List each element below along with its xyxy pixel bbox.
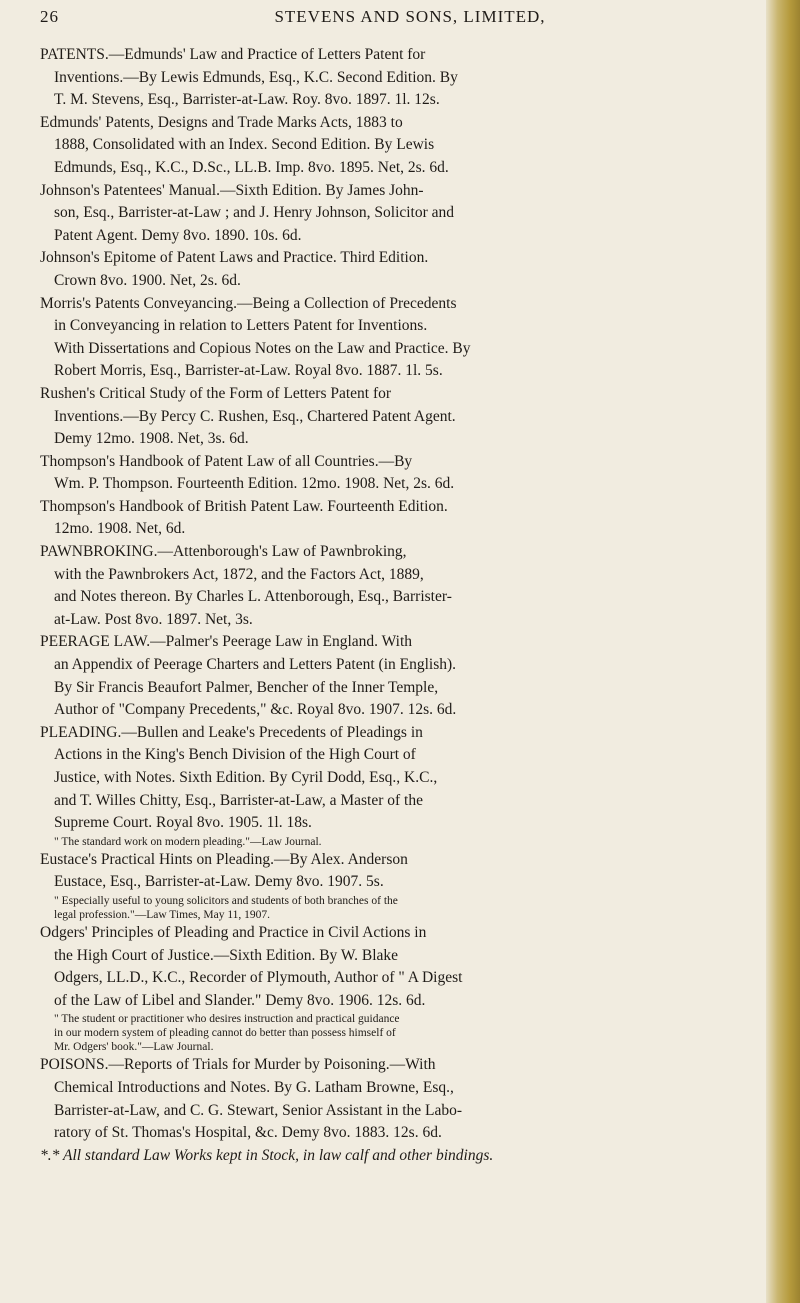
running-header	[40, 7, 740, 27]
catalogue-entry	[40, 496, 760, 541]
catalogue-entry	[40, 112, 760, 180]
catalogue-entry	[40, 849, 760, 922]
entry-line: of the Law of Libel and Slander." Demy 8vo. 1906. 12s. 6d.	[54, 991, 426, 1009]
entry-heading-line: Edmunds' Patents, Designs and Trade Marks Acts, 1883 to	[40, 113, 403, 131]
catalogue-entry	[40, 631, 760, 721]
entry-line: Crown 8vo. 1900. Net, 2s. 6d.	[54, 271, 241, 289]
entry-line: and T. Willes Chitty, Esq., Barrister-at-Law, a Master of the	[54, 791, 423, 809]
catalogue-entry	[40, 44, 760, 112]
catalogue-entry	[40, 1054, 760, 1144]
entry-heading-line: Thompson's Handbook of Patent Law of all Countries.—By	[40, 452, 413, 470]
entry-heading-line: POISONS.—Reports of Trials for Murder by Poisoning.—With	[40, 1056, 436, 1074]
entry-heading-line: PAWNBROKING.—Attenborough's Law of Pawnbroking,	[40, 543, 407, 561]
entry-heading-line: Johnson's Epitome of Patent Laws and Practice. Third Edition.	[40, 249, 429, 267]
entry-line: Odgers, LL.D., K.C., Recorder of Plymouth, Author of " A Digest	[54, 969, 463, 987]
entry-line: and Notes thereon. By Charles L. Attenborough, Esq., Barrister-	[54, 588, 452, 606]
page-number: 26	[40, 7, 59, 26]
review-quote: " Especially useful to young solicitors and students of both branches of the	[54, 894, 398, 907]
review-quote: Mr. Odgers' book."—Law Journal.	[54, 1041, 214, 1054]
entry-heading-line: PATENTS.—Edmunds' Law and Practice of Letters Patent for	[40, 46, 426, 63]
catalogue-entry	[40, 451, 760, 496]
entry-line: Barrister-at-Law, and C. G. Stewart, Senior Assistant in the Labo-	[54, 1101, 463, 1119]
entry-line: Patent Agent. Demy 8vo. 1890. 10s. 6d.	[54, 226, 302, 244]
entry-line: T. M. Stevens, Esq., Barrister-at-Law. Roy. 8vo. 1897. 1l. 12s.	[54, 91, 440, 109]
entry-line: Robert Morris, Esq., Barrister-at-Law. Royal 8vo. 1887. 1l. 5s.	[54, 362, 443, 380]
review-quote: in our modern system of pleading cannot do better than possess himself of	[54, 1027, 396, 1040]
review-quote: legal profession."—Law Times, May 11, 1907.	[54, 908, 271, 921]
entry-line: Chemical Introductions and Notes. By G. Latham Browne, Esq.,	[54, 1078, 454, 1096]
entry-line: Inventions.—By Percy C. Rushen, Esq., Chartered Patent Agent.	[54, 407, 456, 425]
catalogue-entry	[40, 293, 760, 383]
entry-line: at-Law. Post 8vo. 1897. Net, 3s.	[54, 610, 253, 628]
entry-line: Wm. P. Thompson. Fourteenth Edition. 12mo. 1908. Net, 2s. 6d.	[54, 475, 455, 493]
running-title: STEVENS AND SONS, LIMITED,	[274, 7, 546, 26]
entry-heading-line: PLEADING.—Bullen and Leake's Precedents of Pleadings in	[40, 723, 423, 741]
entry-heading-line: Johnson's Patentees' Manual.—Sixth Edition. By James John-	[40, 181, 424, 199]
entry-heading-line: PEERAGE LAW.—Palmer's Peerage Law in England. With	[40, 633, 412, 651]
entry-line: ratory of St. Thomas's Hospital, &c. Demy 8vo. 1883. 12s. 6d.	[54, 1124, 442, 1142]
entry-line: with the Pawnbrokers Act, 1872, and the Factors Act, 1889,	[54, 565, 424, 583]
review-quote: " The standard work on modern pleading."—Law Journal.	[54, 835, 322, 848]
entry-line: in Conveyancing in relation to Letters Patent for Inventions.	[54, 317, 428, 335]
catalogue-entry	[40, 541, 760, 631]
entry-line: 12mo. 1908. Net, 6d.	[54, 520, 186, 538]
entry-line: Eustace, Esq., Barrister-at-Law. Demy 8vo. 1907. 5s.	[54, 873, 384, 891]
stock-note: *.* All standard Law Works kept in Stock, in law calf and other bindings.	[40, 1146, 494, 1164]
entry-heading-line: Eustace's Practical Hints on Pleading.—By Alex. Anderson	[40, 850, 408, 868]
entry-heading-line: Thompson's Handbook of British Patent Law. Fourteenth Edition.	[40, 497, 448, 515]
entry-heading-line: Rushen's Critical Study of the Form of Letters Patent for	[40, 384, 392, 402]
page-edge	[766, 0, 800, 1303]
catalogue-entry	[40, 247, 760, 292]
entry-line: an Appendix of Peerage Charters and Letters Patent (in English).	[54, 656, 457, 674]
entry-line: Supreme Court. Royal 8vo. 1905. 1l. 18s.	[54, 814, 312, 832]
entry-line: Inventions.—By Lewis Edmunds, Esq., K.C. Second Edition. By	[54, 68, 458, 86]
entry-line: son, Esq., Barrister-at-Law ; and J. Henry Johnson, Solicitor and	[54, 204, 455, 222]
catalogue-entry	[40, 722, 760, 849]
entry-line: Edmunds, Esq., K.C., D.Sc., LL.B. Imp. 8vo. 1895. Net, 2s. 6d.	[54, 158, 449, 176]
catalogue-entry	[40, 383, 760, 451]
catalogue-entry	[40, 180, 760, 248]
entry-line: Actions in the King's Bench Division of the High Court of	[54, 746, 416, 764]
catalogue-entries	[40, 44, 760, 1167]
entry-line: By Sir Francis Beaufort Palmer, Bencher of the Inner Temple,	[54, 678, 439, 696]
entry-line: Author of "Company Precedents," &c. Royal 8vo. 1907. 12s. 6d.	[54, 701, 457, 719]
catalogue-entry	[40, 922, 760, 1054]
entry-heading-line: Morris's Patents Conveyancing.—Being a Collection of Precedents	[40, 294, 457, 312]
entry-line: Justice, with Notes. Sixth Edition. By Cyril Dodd, Esq., K.C.,	[54, 769, 438, 786]
entry-line: With Dissertations and Copious Notes on the Law and Practice. By	[54, 339, 471, 357]
entry-line: 1888, Consolidated with an Index. Second Edition. By Lewis	[54, 136, 435, 154]
entry-line: Demy 12mo. 1908. Net, 3s. 6d.	[54, 430, 249, 448]
review-quote: " The student or practitioner who desires instruction and practical guidance	[54, 1013, 400, 1026]
entry-heading-line: Odgers' Principles of Pleading and Practice in Civil Actions in	[40, 923, 427, 941]
entry-line: the High Court of Justice.—Sixth Edition. By W. Blake	[54, 946, 399, 964]
